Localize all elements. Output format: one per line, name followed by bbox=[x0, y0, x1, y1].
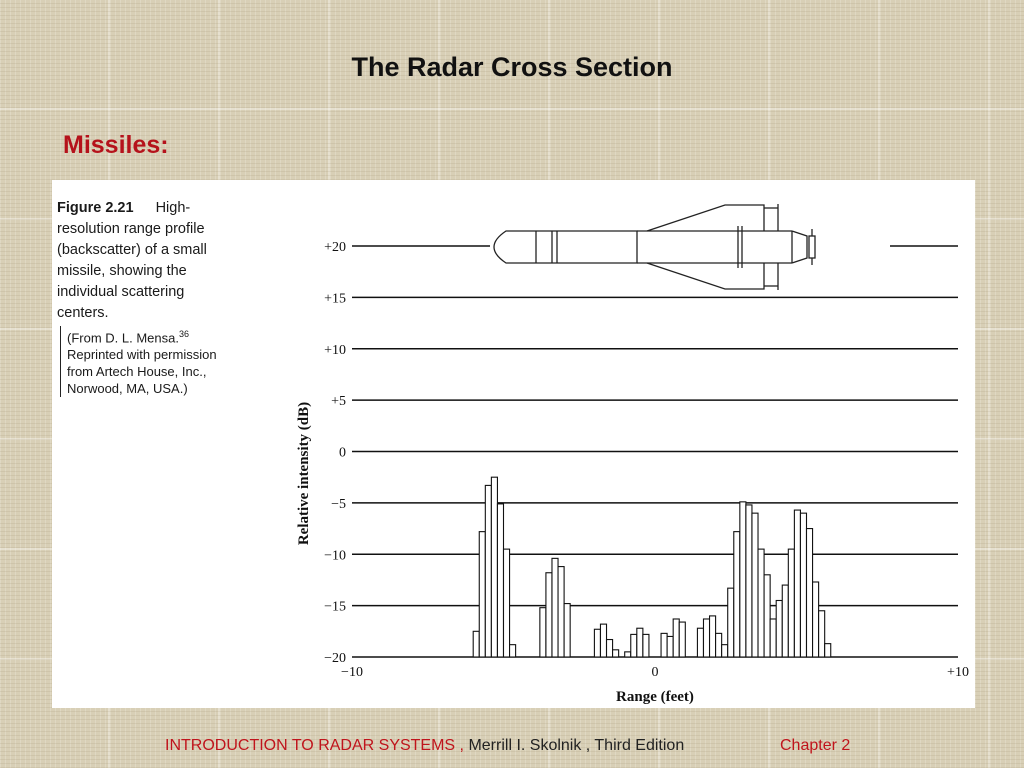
footer bbox=[165, 737, 851, 755]
bar bbox=[746, 505, 752, 657]
bar bbox=[613, 650, 619, 657]
footer-book-title: INTRODUCTION TO RADAR SYSTEMS , bbox=[165, 737, 464, 754]
bar bbox=[728, 588, 734, 657]
bar bbox=[637, 628, 643, 657]
y-tick-label: +5 bbox=[331, 394, 346, 410]
figure-credit-text: (From D. L. Mensa. bbox=[67, 330, 179, 346]
y-tick-label: +10 bbox=[324, 342, 346, 358]
x-tick-label: 0 bbox=[651, 665, 659, 680]
bar bbox=[485, 485, 491, 657]
footer-chapter: Chapter 2 bbox=[780, 737, 851, 754]
bar bbox=[807, 529, 813, 657]
y-tick-label: +15 bbox=[324, 291, 346, 307]
bar bbox=[716, 633, 722, 657]
x-axis-label: Range (feet) bbox=[616, 689, 694, 705]
missile-silhouette bbox=[490, 204, 890, 290]
grid-lines bbox=[352, 246, 958, 657]
bar bbox=[764, 575, 770, 657]
bar bbox=[479, 532, 485, 657]
figure-caption-text: High-resolution range profile (backscatter) of a small missile, showing the individual scattering centers. bbox=[57, 200, 207, 321]
bar bbox=[607, 640, 613, 657]
figure-credit-text-continued: Reprinted with permission from Artech House, Inc., Norwood, MA, USA.) bbox=[67, 347, 217, 397]
y-tick-label: −10 bbox=[324, 548, 346, 564]
bar bbox=[546, 573, 552, 657]
slide-title: The Radar Cross Section bbox=[351, 52, 673, 82]
bar bbox=[497, 504, 503, 657]
bar bbox=[740, 502, 746, 657]
bar bbox=[600, 624, 606, 657]
footer-author: Merrill I. Skolnik , Third Edition bbox=[464, 737, 685, 754]
y-tick-label: −15 bbox=[324, 599, 346, 615]
bar bbox=[710, 616, 716, 657]
bar bbox=[491, 477, 497, 657]
bar bbox=[679, 622, 685, 657]
bar bbox=[540, 608, 546, 657]
bar bbox=[564, 604, 570, 657]
bar bbox=[558, 567, 564, 657]
x-tick-label: −10 bbox=[341, 665, 363, 680]
bar bbox=[697, 628, 703, 657]
bar bbox=[825, 644, 831, 657]
bar bbox=[813, 582, 819, 657]
bar bbox=[752, 513, 758, 657]
bar bbox=[673, 619, 679, 657]
bar bbox=[819, 611, 825, 657]
figure-label: Figure 2.21 bbox=[57, 200, 134, 216]
bar bbox=[631, 634, 637, 657]
figure-panel bbox=[52, 180, 975, 708]
bars bbox=[473, 477, 831, 657]
bar bbox=[703, 619, 709, 657]
bar bbox=[788, 549, 794, 657]
bar bbox=[473, 631, 479, 657]
bar bbox=[782, 585, 788, 657]
y-tick-label: −5 bbox=[331, 496, 346, 512]
bar bbox=[734, 532, 740, 657]
bar bbox=[625, 652, 631, 657]
bar bbox=[661, 633, 667, 657]
y-tick-label: 0 bbox=[339, 445, 346, 461]
bar bbox=[510, 645, 516, 657]
section-heading: Missiles: bbox=[63, 131, 169, 159]
bar bbox=[800, 513, 806, 657]
y-tick-label: −20 bbox=[324, 651, 346, 666]
bar bbox=[758, 549, 764, 657]
bar bbox=[776, 600, 782, 657]
bar bbox=[667, 636, 673, 657]
bar bbox=[643, 634, 649, 657]
bar bbox=[594, 629, 600, 657]
bar bbox=[504, 549, 510, 657]
range-profile-chart bbox=[52, 180, 975, 708]
bar bbox=[552, 558, 558, 657]
figure-credit-reference: 36 bbox=[178, 329, 189, 339]
y-axis-label: Relative intensity (dB) bbox=[296, 401, 312, 546]
bar bbox=[722, 645, 728, 657]
y-tick-label: +20 bbox=[324, 240, 346, 255]
x-tick-label: +10 bbox=[947, 665, 969, 680]
bar bbox=[794, 510, 800, 657]
bar bbox=[770, 619, 776, 657]
